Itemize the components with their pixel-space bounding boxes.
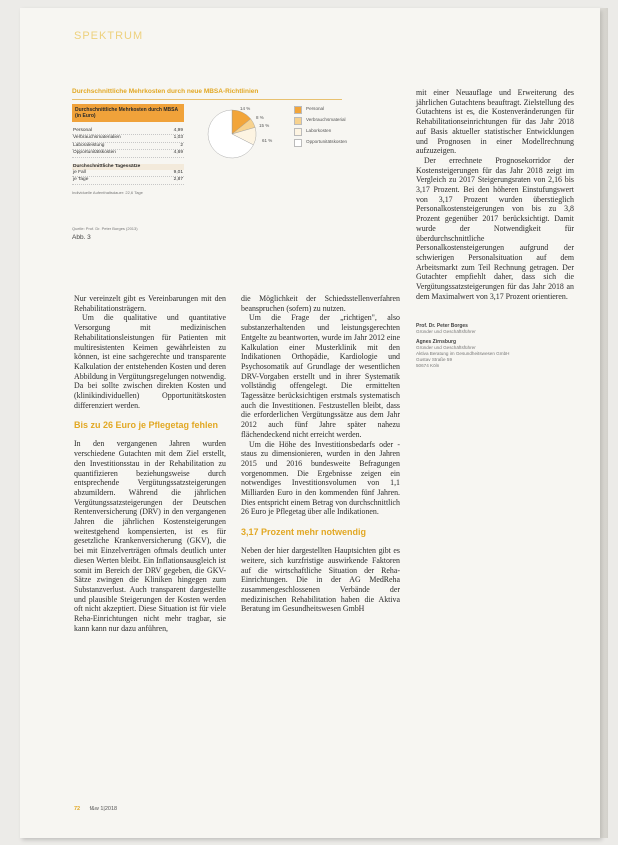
- journal-name: f&w 1|2018: [89, 806, 118, 812]
- paragraph: Nur vereinzelt gibt es Vereinbarungen mit den Rehabilitationsträgern.: [74, 294, 226, 313]
- legend-label: Laborkosten: [306, 128, 332, 133]
- row-value: 1,03: [173, 135, 183, 141]
- legend-label: Verbrauchsmaterial: [306, 117, 346, 122]
- author-block: [416, 323, 574, 369]
- legend-item: [294, 139, 347, 147]
- row-value: 2: [180, 142, 183, 148]
- contact-name: Agnes Zirnsburg: [416, 339, 457, 346]
- legend-item: [294, 128, 347, 136]
- pie-label: 61 %: [262, 138, 273, 143]
- paragraph: Der errechnete Prognosekorridor der Kostensteigerungen für das Jahr 2018 zeigt im Vergleich zu 2017 Steigerungsraten von 2,16 bis 3,17 Prozent. Bei den höheren Einstufungswert von 3,17 Prozent wurden überstieglich Personalkostensteigerungen von bis zu 3,8 Prozent gegenüber 2017 berücksichtigt. Damit wurde der Notwendigkeit für überdurchschnittliche Personalkostensteigerungen aufgrund der schwierigen Personalsituation auf dem Arbeitsmarkt zum Teil Rechnung getragen. Der Gutachter empfiehlt daher, dass sich die Vergütungssatzsteigerungen für das Jahr 2018 an dem Maximalwert von 3,17 Prozent orientieren.: [416, 155, 574, 301]
- paragraph: die Möglichkeit der Schiedsstellenverfahren beanspruchen (sofern) zu nutzen.: [241, 294, 400, 313]
- street-address: Gustav Straße 59: [416, 357, 453, 363]
- stay-duration-note: Individuelle Aufenthaltsdauer: 22,6 Tage: [72, 189, 143, 195]
- row-value: 2,87: [173, 177, 183, 183]
- article-column-left: [74, 294, 226, 634]
- running-head: SPEKTRUM: [74, 30, 144, 42]
- pie-label: 14 %: [240, 106, 251, 111]
- row-value: 4,69: [173, 150, 183, 156]
- paragraph: mit einer Neuauflage und Erweiterung des jährlichen Gutachtens beauftragt. Zielstellung des Gutachtens ist es, die Kostenveränderungen für Rehabilitationseinrichtungen für das Jahr 2018 auf Basis aktueller statistischer Entwicklungen und Prognosen in einer Modellrechnung aufzuzeigen.: [416, 88, 574, 156]
- author-role: Gründer und Geschäftsführer: [416, 329, 476, 335]
- paragraph: Neben der hier dargestellten Hauptsichten gibt es weitere, sich kurzfristige auswirkende Faktoren auf die wirtschaftliche Situation der Reha-Einrichtungen. Die in der AG MedReha zusammengeschlossenen Verbände der medizinischen Rehabilitation haben die Aktiva Beratung im Gesundheitswesen GmbH: [241, 546, 400, 614]
- paragraph: Um die qualitative und quantitative Versorgung mit medizinischen Rehabilitationsleistungen für Patienten mit multiresistenten Keimen gewährleisten zu können, ist eine sachgerechte und transparente Kalkulation der entstehenden Kosten und deren Abbildung in Vergütungsregelungen notwendig. Da bei sollte zwischen direkten Kosten und (klinikindividuellen) Opportunitätskosten differenziert werden.: [74, 313, 226, 410]
- table-row: [72, 135, 184, 142]
- page-footer: [74, 806, 117, 812]
- row-label: je Fall: [73, 169, 86, 175]
- figure-source: Quelle: Prof. Dr. Peter Borges (2013): [72, 226, 138, 231]
- daily-rates-block: [72, 164, 184, 185]
- page-number: 72: [74, 806, 81, 812]
- section-heading: Bis zu 26 Euro je Pflegetag fehlen: [74, 420, 219, 431]
- company-name: Aktiva Beratung im Gesundheitswesen GmbH: [416, 351, 510, 357]
- row-value: 4,99: [173, 128, 183, 133]
- figure: [72, 88, 402, 241]
- legend-swatch: [294, 117, 302, 125]
- paragraph: Um die Frage der „richtigen", also substanzerhaltenden und leistungsgerechten Entgelte zu beantworten, wurde im Jahr 2012 eine Kalkulation einer Musterklinik mit den Indikationen Orthopädie, Kardiologie und Psychosomatik auf Grundlage der wesentlichen DRV-Vorgaben erstellt und in ihrer Systematik vollständig offengelegt. Die ermittelten Tagessätze berücksichtigen erstmals systematisch auch die Investitionen. Festzustellen bleibt, dass die erforderlichen Vergütungssätze aus dem Jahr 2012 auch fünf Jahre später nahezu flächendeckend nicht erreicht werden.: [241, 313, 400, 439]
- daily-rates-header: Durchschnittliche Tagessätze: [72, 164, 184, 170]
- page-edge: [600, 8, 608, 838]
- row-label: Opportunitätskosten: [73, 150, 116, 156]
- section-heading: 3,17 Prozent mehr notwendig: [241, 527, 367, 538]
- article-column-middle: [241, 294, 400, 614]
- paragraph: In den vergangenen Jahren wurden verschiedene Gutachten mit dem Ziel erstellt, den Investitionsstau in der Rehabilitation zu quantifizieren beziehungsweise durch entsprechende Vergütungssatzsteigerungen abzumildern. Während die jährlichen Vergütungssatzsteigerungen der Deutschen Rentenversicherung (DRV) in den vergangenen Jahren die jährlichen Kostensteigerungen weitestgehend kompensierten, ist es für gesetzliche Krankenversicherung (GKV), die bei mit Einzelverträgen oftmals deutlich unter diesen Werten bleibt. Ein Inflationsausgleich ist somit im Bereich der DRV gegeben, die GKV-Sätze zwingen die Kliniken hingegen zum Substanzverlust. Auch transparent dargestellte und plausible Steigerungen der Kosten werden oft nicht akzeptiert. Diese Situation ist für viele Reha-Einrichtungen nicht mehr tragbar, sie kann kann nur dazu anführen,: [74, 439, 226, 633]
- pie-chart: [192, 102, 292, 164]
- row-label: Verbrauchsmaterialien: [73, 135, 121, 141]
- cost-table: [72, 104, 184, 195]
- pie-label: 8 %: [256, 115, 264, 120]
- legend-item: [294, 106, 347, 114]
- legend-item: [294, 117, 347, 125]
- table-row: [72, 177, 184, 184]
- figure-title-rule: [72, 99, 342, 100]
- row-label: Personal: [73, 128, 92, 133]
- paragraph: Um die Höhe des Investitionsbedarfs oder -staus zu dimensionieren, wurden in den Jahren 2015 und 2016 bundesweite Befragungen vorgenommen. Die Ergebnisse zeigen ein notwendiges Investitionsvolumen von 1,1 Milliarden Euro in den kommenden fünf Jahren. Dies entspricht einem Betrag von durchschnittlich 26 Euro je Pflegetag über alle Indikationen.: [241, 439, 400, 517]
- figure-title: Durchschnittliche Mehrkosten durch neue MBSA-Richtlinien: [72, 88, 259, 95]
- legend-label: Personal: [306, 106, 325, 111]
- row-label: Laboraleistung: [73, 142, 105, 148]
- legend-swatch: [294, 106, 302, 114]
- author-name: Prof. Dr. Peter Borges: [416, 323, 468, 330]
- row-label: je Tage: [73, 177, 89, 183]
- table-header: Durchschnittliche Mehrkosten durch MBSA (in Euro): [72, 104, 184, 122]
- table-row: [72, 170, 184, 177]
- figure-caption: Abb. 3: [72, 234, 91, 241]
- contact-role: Gründer und Geschäftsführer: [416, 345, 476, 351]
- legend-label: Opportunitätskosten: [306, 139, 348, 144]
- article-column-right: [416, 88, 574, 369]
- legend-swatch: [294, 128, 302, 136]
- city-address: 50674 Köln: [416, 363, 440, 369]
- pie-label: 15 %: [259, 123, 270, 128]
- legend-swatch: [294, 139, 302, 147]
- chart-legend: [294, 106, 347, 150]
- row-value: 9,01: [173, 169, 183, 175]
- table-row: [72, 150, 184, 157]
